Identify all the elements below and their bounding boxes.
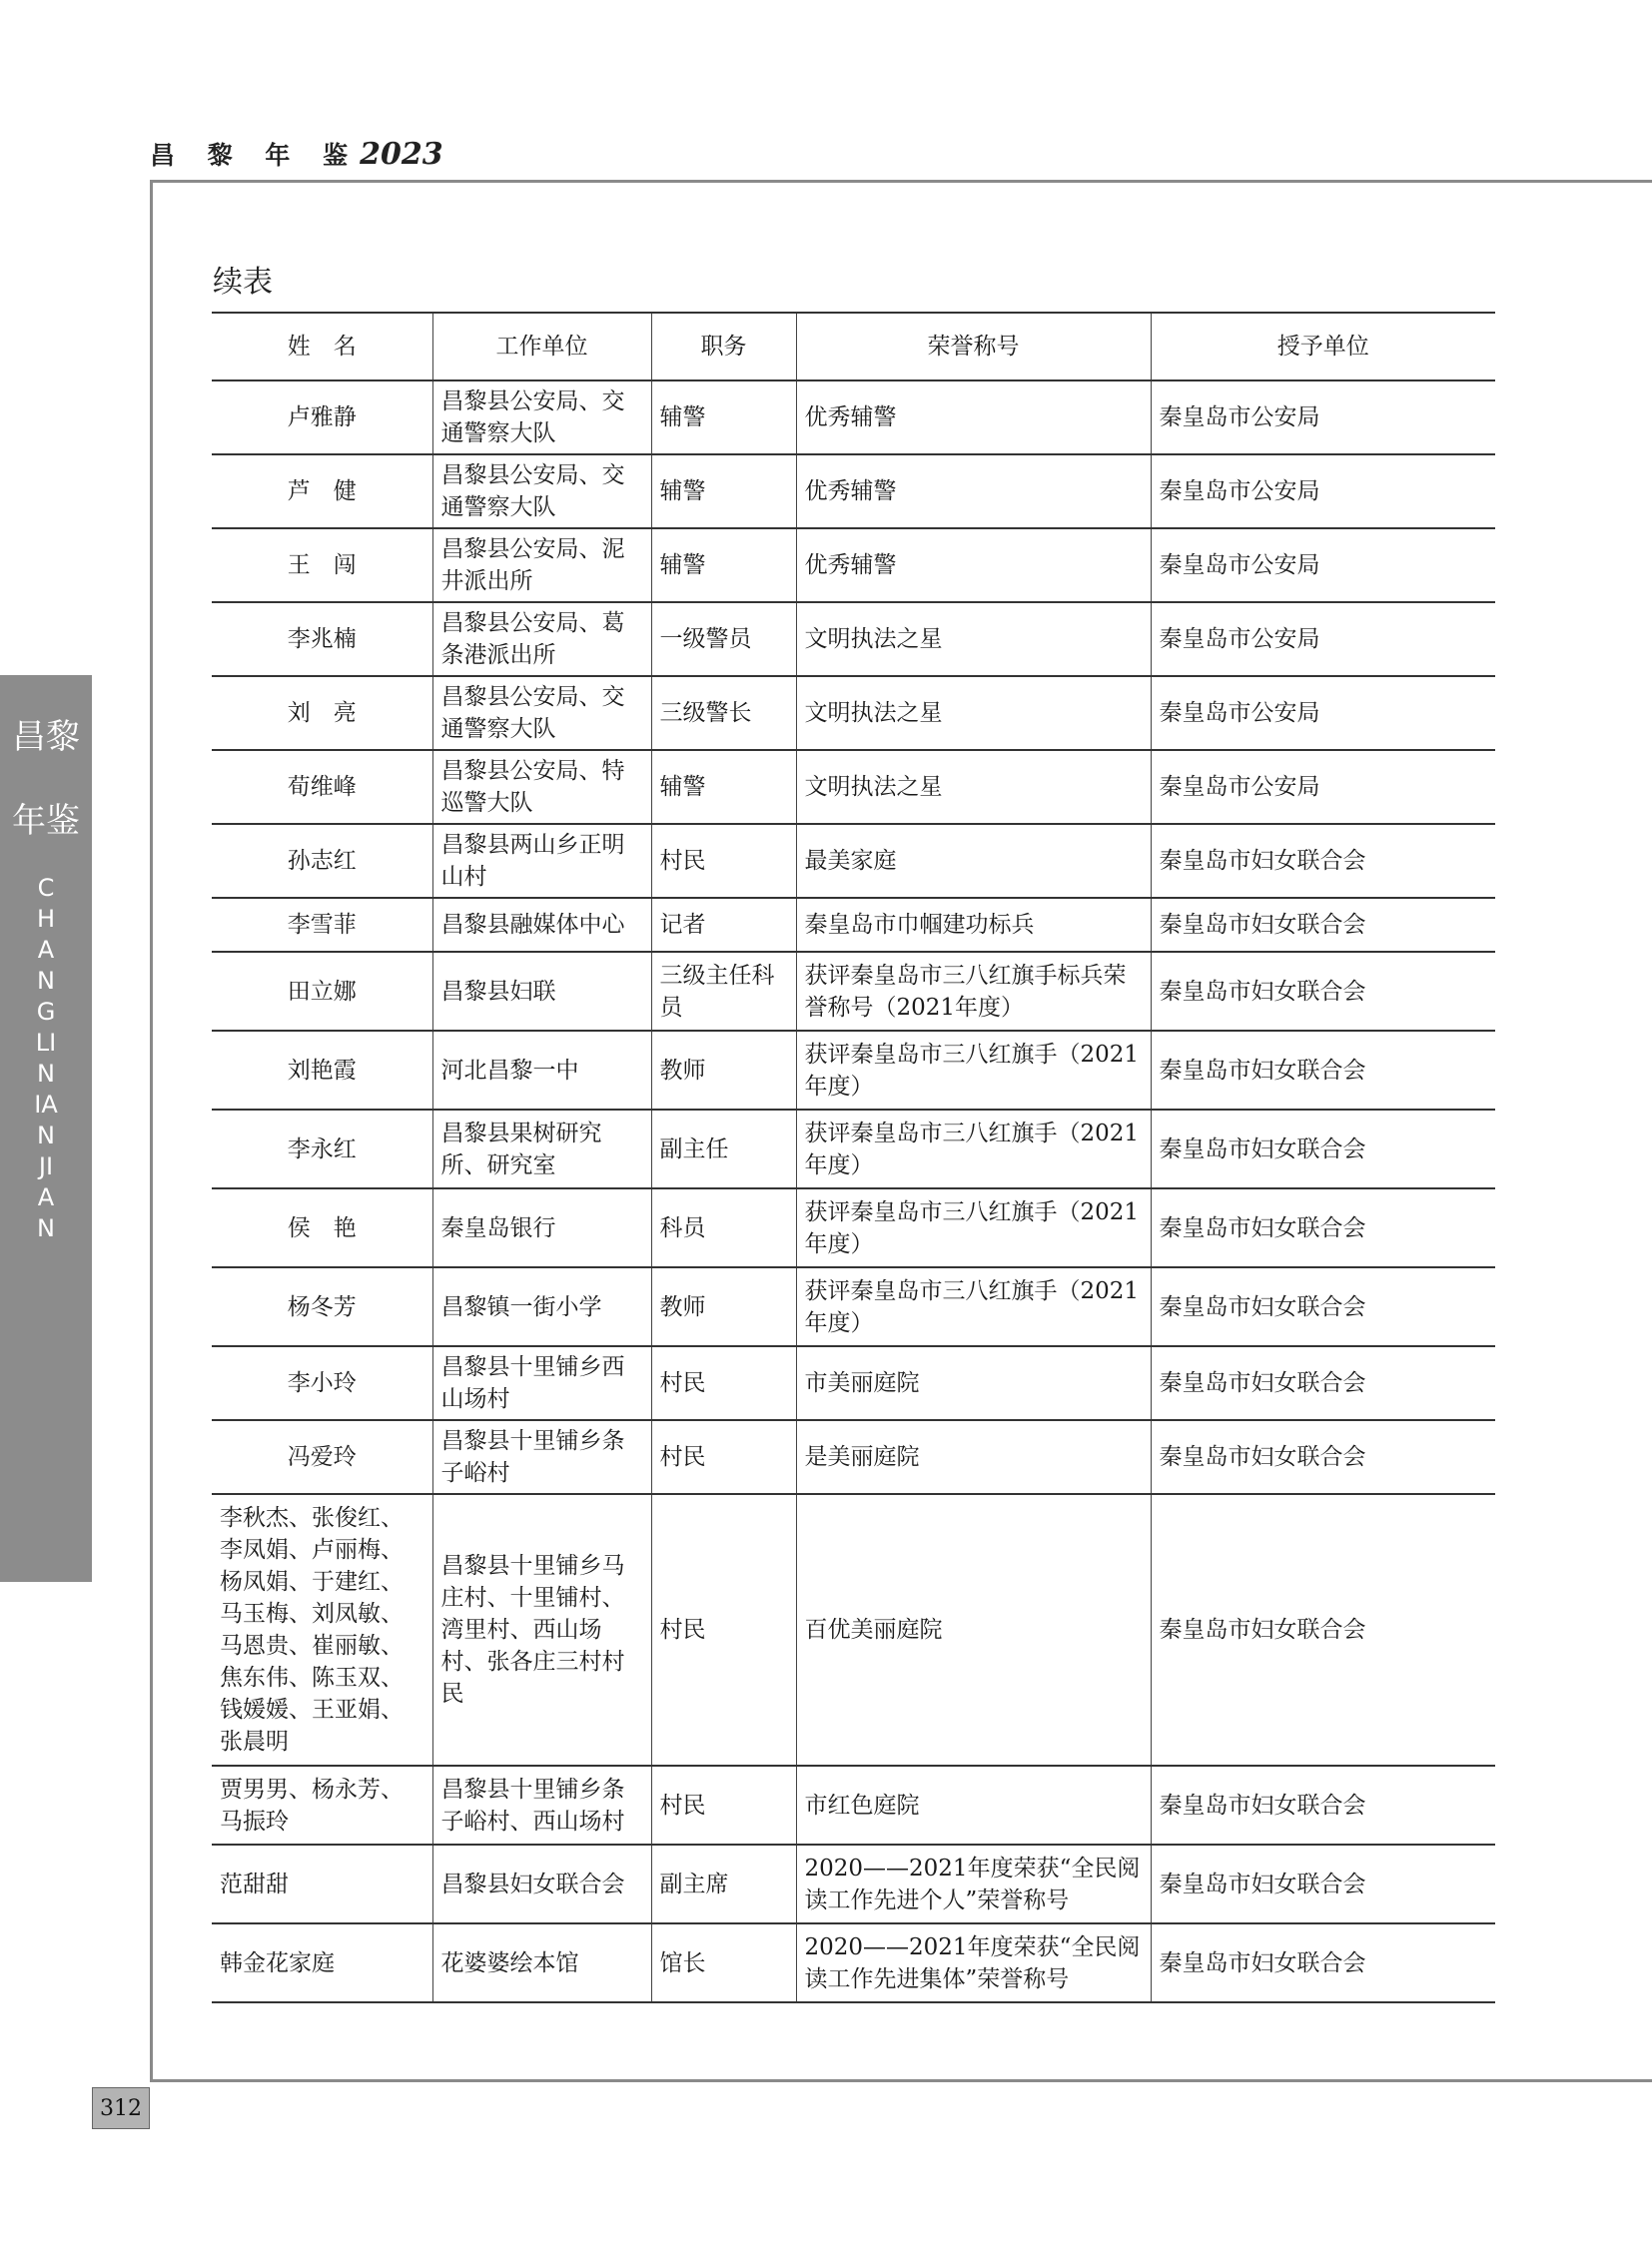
cell-post: 一级警员 <box>651 602 796 676</box>
cell-unit: 河北昌黎一中 <box>432 1031 651 1110</box>
cell-name: 卢雅静 <box>212 380 432 454</box>
cell-name: 杨冬芳 <box>212 1267 432 1346</box>
cell-unit: 昌黎县十里铺乡马庄村、十里铺村、湾里村、西山场村、张各庄三村村民 <box>432 1494 651 1766</box>
cell-unit: 花婆婆绘本馆 <box>432 1923 651 2002</box>
cell-grantor: 秦皇岛市妇女联合会 <box>1151 898 1495 952</box>
cell-grantor: 秦皇岛市妇女联合会 <box>1151 1267 1495 1346</box>
cell-name: 荀维峰 <box>212 750 432 824</box>
honors-table <box>212 312 1495 2003</box>
table-row <box>212 1346 1495 1420</box>
cell-honor: 文明执法之星 <box>796 676 1151 750</box>
cell-honor: 优秀辅警 <box>796 528 1151 602</box>
cell-unit: 昌黎县公安局、葛条港派出所 <box>432 602 651 676</box>
table-row <box>212 676 1495 750</box>
cell-name: 李雪菲 <box>212 898 432 952</box>
cell-name: 李秋杰、张俊红、李凤娟、卢丽梅、杨凤娟、于建红、马玉梅、刘凤敏、马恩贵、崔丽敏、焦东伟、陈玉双、钱媛媛、王亚娟、张晨明 <box>212 1494 432 1766</box>
cell-grantor: 秦皇岛市公安局 <box>1151 380 1495 454</box>
cell-post: 记者 <box>651 898 796 952</box>
cell-honor: 文明执法之星 <box>796 602 1151 676</box>
cell-name: 王 闯 <box>212 528 432 602</box>
frame-top-rule <box>150 180 1652 183</box>
cell-honor: 市红色庭院 <box>796 1766 1151 1845</box>
table-row <box>212 602 1495 676</box>
cell-unit: 昌黎县公安局、泥井派出所 <box>432 528 651 602</box>
cell-post: 村民 <box>651 1346 796 1420</box>
cell-name: 刘 亮 <box>212 676 432 750</box>
table-row <box>212 1494 1495 1766</box>
side-tab-pinyin: CHANGLINIANJIAN <box>34 874 58 1242</box>
cell-post: 辅警 <box>651 380 796 454</box>
table-row <box>212 824 1495 898</box>
cell-post: 三级警长 <box>651 676 796 750</box>
table-row <box>212 898 1495 952</box>
cell-unit: 昌黎县公安局、特巡警大队 <box>432 750 651 824</box>
cell-name: 范甜甜 <box>212 1845 432 1923</box>
cell-post: 村民 <box>651 1766 796 1845</box>
cell-grantor: 秦皇岛市妇女联合会 <box>1151 1346 1495 1420</box>
cell-unit: 昌黎县融媒体中心 <box>432 898 651 952</box>
table-row <box>212 380 1495 454</box>
cell-unit: 昌黎县两山乡正明山村 <box>432 824 651 898</box>
cell-post: 辅警 <box>651 528 796 602</box>
cell-post: 辅警 <box>651 750 796 824</box>
table-row <box>212 1845 1495 1923</box>
table-row <box>212 1110 1495 1188</box>
yearbook-year: 2023 <box>360 137 443 172</box>
cell-unit: 昌黎县十里铺乡条子峪村 <box>432 1420 651 1494</box>
cell-grantor: 秦皇岛市公安局 <box>1151 750 1495 824</box>
cell-grantor: 秦皇岛市妇女联合会 <box>1151 1494 1495 1766</box>
cell-honor: 是美丽庭院 <box>796 1420 1151 1494</box>
cell-honor: 获评秦皇岛市三八红旗手标兵荣誉称号（2021年度） <box>796 952 1151 1031</box>
table-row <box>212 1031 1495 1110</box>
header-name: 姓 名 <box>212 313 432 380</box>
cell-name: 韩金花家庭 <box>212 1923 432 2002</box>
frame-left-rule <box>150 180 153 2082</box>
cell-unit: 昌黎县公安局、交通警察大队 <box>432 676 651 750</box>
cell-unit: 昌黎县十里铺乡条子峪村、西山场村 <box>432 1766 651 1845</box>
cell-post: 馆长 <box>651 1923 796 2002</box>
cell-honor: 获评秦皇岛市三八红旗手（2021年度） <box>796 1267 1151 1346</box>
cell-grantor: 秦皇岛市妇女联合会 <box>1151 1031 1495 1110</box>
yearbook-title: 昌 黎 年 鉴 <box>150 141 361 170</box>
cell-unit: 昌黎县公安局、交通警察大队 <box>432 380 651 454</box>
cell-post: 村民 <box>651 824 796 898</box>
cell-unit: 秦皇岛银行 <box>432 1188 651 1267</box>
cell-honor: 2020——2021年度荣获“全民阅读工作先进集体”荣誉称号 <box>796 1923 1151 2002</box>
cell-name: 贾男男、杨永芳、马振玲 <box>212 1766 432 1845</box>
cell-honor: 优秀辅警 <box>796 380 1151 454</box>
cell-post: 教师 <box>651 1267 796 1346</box>
cell-grantor: 秦皇岛市妇女联合会 <box>1151 1766 1495 1845</box>
cell-grantor: 秦皇岛市公安局 <box>1151 454 1495 528</box>
cell-grantor: 秦皇岛市公安局 <box>1151 676 1495 750</box>
cell-name: 李永红 <box>212 1110 432 1188</box>
table-row <box>212 454 1495 528</box>
cell-grantor: 秦皇岛市妇女联合会 <box>1151 1110 1495 1188</box>
cell-unit: 昌黎县妇联 <box>432 952 651 1031</box>
header-post: 职务 <box>651 313 796 380</box>
cell-unit: 昌黎县果树研究所、研究室 <box>432 1110 651 1188</box>
cell-honor: 市美丽庭院 <box>796 1346 1151 1420</box>
side-tab-chinese: 昌黎年鉴 <box>12 717 80 841</box>
cell-name: 田立娜 <box>212 952 432 1031</box>
table-row <box>212 1923 1495 2002</box>
header-grantor: 授予单位 <box>1151 313 1495 380</box>
cell-name: 芦 健 <box>212 454 432 528</box>
cell-grantor: 秦皇岛市妇女联合会 <box>1151 952 1495 1031</box>
table-row <box>212 750 1495 824</box>
cell-honor: 最美家庭 <box>796 824 1151 898</box>
cell-grantor: 秦皇岛市公安局 <box>1151 602 1495 676</box>
running-head <box>150 136 443 172</box>
table-row <box>212 1188 1495 1267</box>
cell-post: 三级主任科员 <box>651 952 796 1031</box>
page-number: 312 <box>92 2087 150 2129</box>
cell-name: 李小玲 <box>212 1346 432 1420</box>
cell-honor: 文明执法之星 <box>796 750 1151 824</box>
cell-post: 副主任 <box>651 1110 796 1188</box>
header-honor: 荣誉称号 <box>796 313 1151 380</box>
cell-grantor: 秦皇岛市公安局 <box>1151 528 1495 602</box>
cell-post: 教师 <box>651 1031 796 1110</box>
table-header-row <box>212 313 1495 380</box>
cell-grantor: 秦皇岛市妇女联合会 <box>1151 1845 1495 1923</box>
cell-unit: 昌黎县妇女联合会 <box>432 1845 651 1923</box>
cell-grantor: 秦皇岛市妇女联合会 <box>1151 1420 1495 1494</box>
frame-bottom-rule <box>150 2079 1652 2082</box>
cell-unit: 昌黎镇一街小学 <box>432 1267 651 1346</box>
cell-honor: 百优美丽庭院 <box>796 1494 1151 1766</box>
cell-grantor: 秦皇岛市妇女联合会 <box>1151 1923 1495 2002</box>
cell-honor: 获评秦皇岛市三八红旗手（2021年度） <box>796 1110 1151 1188</box>
cell-grantor: 秦皇岛市妇女联合会 <box>1151 824 1495 898</box>
cell-honor: 获评秦皇岛市三八红旗手（2021年度） <box>796 1188 1151 1267</box>
table-row <box>212 952 1495 1031</box>
table-caption: 续表 <box>213 265 273 300</box>
cell-unit: 昌黎县十里铺乡西山场村 <box>432 1346 651 1420</box>
cell-name: 冯爱玲 <box>212 1420 432 1494</box>
cell-post: 村民 <box>651 1494 796 1766</box>
cell-name: 侯 艳 <box>212 1188 432 1267</box>
cell-post: 村民 <box>651 1420 796 1494</box>
cell-honor: 2020——2021年度荣获“全民阅读工作先进个人”荣誉称号 <box>796 1845 1151 1923</box>
cell-post: 副主席 <box>651 1845 796 1923</box>
table-row <box>212 528 1495 602</box>
cell-name: 孙志红 <box>212 824 432 898</box>
side-tab <box>0 675 92 1582</box>
table-row <box>212 1766 1495 1845</box>
cell-unit: 昌黎县公安局、交通警察大队 <box>432 454 651 528</box>
cell-honor: 秦皇岛市巾帼建功标兵 <box>796 898 1151 952</box>
cell-post: 科员 <box>651 1188 796 1267</box>
cell-post: 辅警 <box>651 454 796 528</box>
table-row <box>212 1420 1495 1494</box>
cell-name: 刘艳霞 <box>212 1031 432 1110</box>
table-row <box>212 1267 1495 1346</box>
cell-grantor: 秦皇岛市妇女联合会 <box>1151 1188 1495 1267</box>
header-unit: 工作单位 <box>432 313 651 380</box>
cell-honor: 优秀辅警 <box>796 454 1151 528</box>
cell-honor: 获评秦皇岛市三八红旗手（2021年度） <box>796 1031 1151 1110</box>
cell-name: 李兆楠 <box>212 602 432 676</box>
